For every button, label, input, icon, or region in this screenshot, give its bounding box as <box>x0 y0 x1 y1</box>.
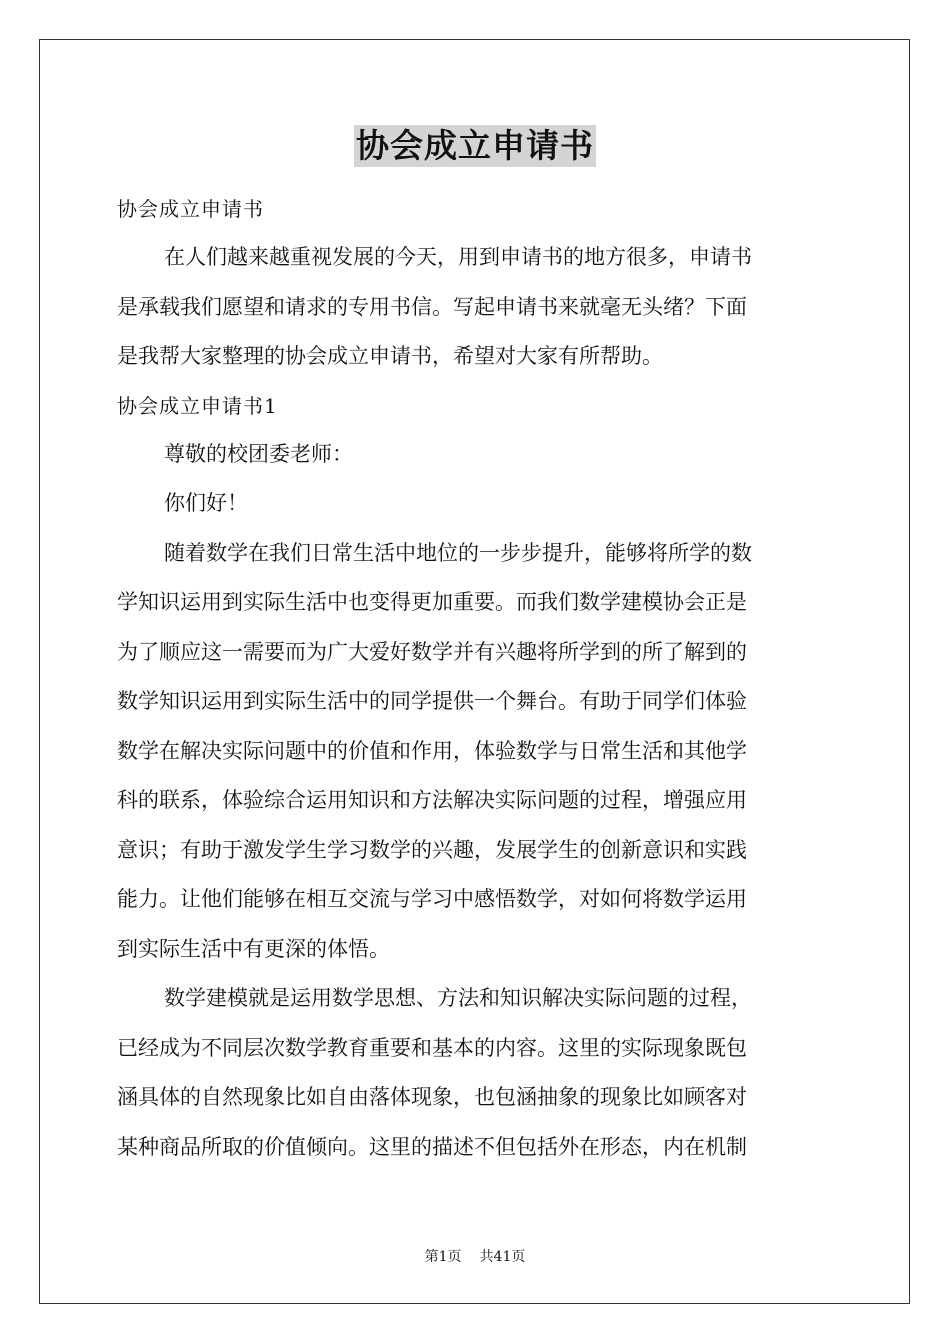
text-line: 已经成为不同层次数学教育重要和基本的内容。这里的实际现象既包 <box>117 1035 747 1060</box>
text-line: 在人们越来越重视发展的今天，用到申请书的地方很多，申请书 <box>164 245 752 269</box>
document-body <box>117 125 833 1172</box>
text-line: 涵具体的自然现象比如自由落体现象，也包涵抽象的现象比如顾客对 <box>117 1085 747 1109</box>
page-number: 第1页 <box>424 1249 462 1265</box>
document-title: 协会成立申请书 <box>356 126 594 165</box>
text-line: 数学建模就是运用数学思想、方法和知识解决实际问题的过程， <box>164 986 752 1010</box>
text-line: 某种商品所取的价值倾向。这里的描述不但包括外在形态，内在机制 <box>117 1134 747 1159</box>
text-line: 到实际生活中有更深的体悟。 <box>117 936 390 961</box>
text-line: 尊敬的校团委老师： <box>164 441 353 466</box>
text-line: 你们好！ <box>164 491 248 515</box>
text-line: 是承载我们愿望和请求的专用书信。写起申请书来就毫无头绪？下面 <box>117 294 747 319</box>
text-line: 数学在解决实际问题中的价值和作用，体验数学与日常生活和其他学 <box>117 738 747 763</box>
section-heading: 协会成立申请书 <box>117 197 264 221</box>
text-line: 是我帮大家整理的协会成立申请书，希望对大家有所帮助。 <box>117 344 663 368</box>
text-line: 随着数学在我们日常生活中地位的一步步提升，能够将所学的数 <box>164 540 752 565</box>
section-heading: 协会成立申请书1 <box>117 393 278 418</box>
text-line: 能力。让他们能够在相互交流与学习中感悟数学，对如何将数学运用 <box>117 887 747 911</box>
page-footer <box>0 1247 950 1267</box>
title-wrap <box>117 125 833 167</box>
text-line: 学知识运用到实际生活中也变得更加重要。而我们数学建模协会正是 <box>117 590 747 614</box>
text-line: 为了顺应这一需要而为广大爱好数学并有兴趣将所学到的所了解到的 <box>117 639 747 664</box>
paragraph-lines <box>117 185 833 1172</box>
text-line: 数学知识运用到实际生活中的同学提供一个舞台。有助于同学们体验 <box>117 689 747 713</box>
text-line: 意识；有助于激发学生学习数学的兴趣，发展学生的创新意识和实践 <box>117 837 747 862</box>
page-total: 共41页 <box>479 1249 526 1265</box>
text-line: 科的联系，体验综合运用知识和方法解决实际问题的过程，增强应用 <box>117 788 747 812</box>
